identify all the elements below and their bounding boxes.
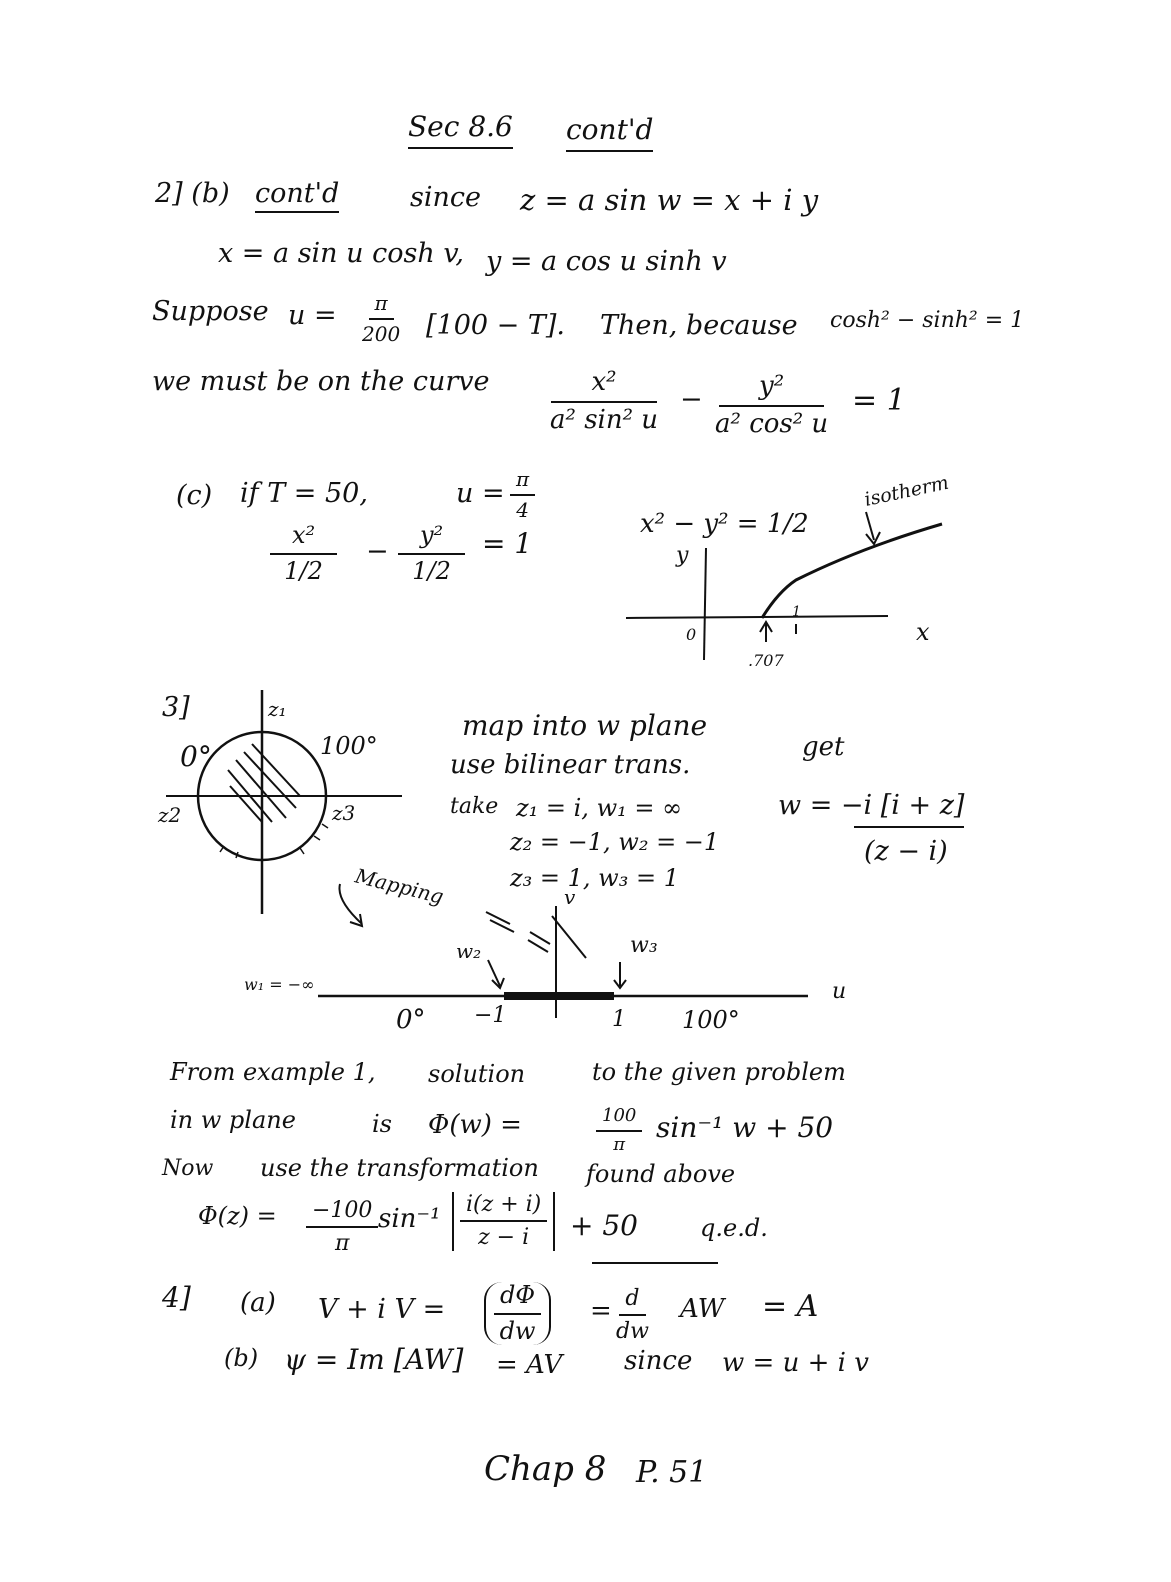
hyperbola-eq-one: = 1 — [482, 527, 533, 560]
hyperbola-minus: − — [366, 536, 389, 567]
phi-w-rhs: sin⁻¹ w + 50 — [656, 1111, 834, 1144]
graph-title: x² − y² = 1/2 — [640, 509, 809, 539]
z-deg-hundred: 100° — [320, 732, 378, 760]
equals-a: = A — [762, 1289, 819, 1324]
solution-line3c: found above — [586, 1160, 736, 1188]
part4a-eq: = — [590, 1296, 612, 1326]
solution-line1c: to the given problem — [592, 1058, 846, 1086]
solution-line2b: is — [372, 1110, 392, 1138]
z1-label: z₁ — [268, 697, 287, 721]
must-be-curve: we must be on the curve — [152, 366, 490, 397]
w1-label: w₁ = −∞ — [244, 975, 315, 994]
hyperbola-x-term: $\frac{\text{x²}}{1/2}$ — [270, 522, 337, 585]
take-word: take — [450, 794, 499, 819]
curve-minus: − — [680, 384, 703, 415]
part2b-label: 2] (b) — [155, 178, 230, 209]
velocity-components: V + i V = — [318, 1294, 446, 1325]
solution-line3b: use the transformation — [260, 1154, 539, 1182]
phi-w: Φ(w) = — [428, 1110, 522, 1140]
x-equation: x = a sin u cosh v, — [218, 238, 464, 269]
map-line2: use bilinear trans. — [450, 750, 691, 780]
w-deg-zero: 0° — [396, 1005, 426, 1035]
u-eq-prefix: u = — [288, 300, 337, 331]
solution-line1a: From example 1, — [170, 1058, 376, 1086]
solution-line3a: Now — [162, 1156, 214, 1181]
part2b-contd: cont'd — [255, 180, 339, 213]
since-word: since — [410, 182, 481, 213]
w-deg-hundred: 100° — [682, 1006, 740, 1034]
equals-av: = AV — [496, 1350, 563, 1380]
pi-over-4: $\frac{\pi}{4}$ — [510, 468, 535, 522]
suppose-word: Suppose — [152, 296, 269, 327]
w-minus-one: −1 — [474, 1003, 507, 1028]
graph-origin: 0 — [686, 625, 697, 644]
w-transform-den: (z − i) — [864, 836, 948, 867]
dphi-dw: $\frac{d\Phi}{dw}$ — [484, 1282, 551, 1345]
bracket-expr: [100 − T]. — [426, 310, 565, 341]
bracketed-argument: $\frac{i(z + i)}{z - i}$ — [452, 1192, 555, 1251]
phi-z: Φ(z) = — [198, 1202, 277, 1230]
u-axis-label: u — [832, 979, 847, 1004]
section-contd: cont'd — [566, 116, 653, 152]
get-word: get — [802, 732, 845, 762]
plus-fifty: + 50 — [570, 1209, 638, 1242]
z-deg-zero: 0° — [180, 740, 212, 773]
curve-term1: $\frac{\text{x²}}{\text{a² sin² u}}$ — [550, 367, 659, 435]
graph-tick-707: .707 — [748, 651, 784, 670]
z-equation: z = a sin w = x + i y — [520, 183, 819, 217]
footer-page: P. 51 — [636, 1455, 708, 1490]
part4b-label: (b) — [224, 1344, 259, 1372]
hyperbola-y-term: $\frac{\text{y²}}{1/2}$ — [398, 522, 465, 585]
mapping-pair2: z₂ = −1, w₂ = −1 — [510, 828, 720, 856]
w-one: 1 — [612, 1007, 626, 1032]
then-because: Then, because — [600, 310, 798, 341]
z3-label: z3 — [332, 801, 356, 825]
part4a-label: (a) — [240, 1288, 276, 1318]
mapping-label: Mapping — [352, 863, 447, 909]
v-axis-label: v — [564, 885, 576, 909]
mapping-pair3: z₃ = 1, w₃ = 1 — [510, 864, 679, 892]
cosh-sinh-identity: cosh² − sinh² = 1 — [830, 308, 1025, 333]
part2c-label: (c) — [176, 480, 213, 511]
arcsin: sin⁻¹ — [378, 1204, 441, 1234]
map-line1: map into w plane — [462, 709, 708, 742]
mapping-pair1: z₁ = i, w₁ = ∞ — [516, 794, 683, 822]
w3-label: w₃ — [630, 933, 658, 958]
aw-term: AW — [680, 1294, 725, 1324]
curve-term2: $\frac{\text{y²}}{\text{a² cos² u}}$ — [715, 371, 829, 439]
z2-label: z2 — [158, 803, 182, 827]
graph-x-label: x — [916, 618, 930, 646]
coef-100-over-pi: $\frac{100}{\pi}$ — [596, 1106, 642, 1155]
isotherm-label: isotherm — [862, 471, 951, 511]
w-shading-hatch — [486, 912, 586, 958]
neg100-over-pi: $\frac{-100}{\pi}$ — [306, 1198, 378, 1257]
solution-line1b: solution — [428, 1060, 526, 1088]
pi-over-200: $\frac{\pi}{200}$ — [362, 291, 401, 346]
part4-label: 4] — [162, 1281, 191, 1314]
y-equation: y = a cos u sinh v — [486, 246, 727, 277]
stream-function: ψ = Im [AW] — [284, 1343, 464, 1376]
since-word-4b: since — [624, 1346, 693, 1376]
w-definition: w = u + i v — [722, 1348, 869, 1378]
d-over-dw: $\frac{d}{dw}$ — [616, 1286, 649, 1345]
w2-label: w₂ — [456, 939, 482, 963]
footer-chapter: Chap 8 — [484, 1449, 607, 1489]
section-title: Sec 8.6 — [408, 113, 513, 149]
result-underline — [592, 1262, 718, 1264]
qed: q.e.d. — [700, 1214, 768, 1242]
part2c-condition: if T = 50, — [240, 478, 368, 509]
part3-label: 3] — [162, 692, 190, 723]
u-value-prefix: u = — [456, 478, 505, 509]
graph-y-label: y — [676, 543, 689, 568]
solution-line2a: in w plane — [170, 1106, 296, 1134]
curve-equals-one: = 1 — [852, 383, 906, 418]
graph-tick-one: 1 — [792, 604, 801, 620]
w-transform-num: w = −i [i + z] — [778, 790, 965, 821]
